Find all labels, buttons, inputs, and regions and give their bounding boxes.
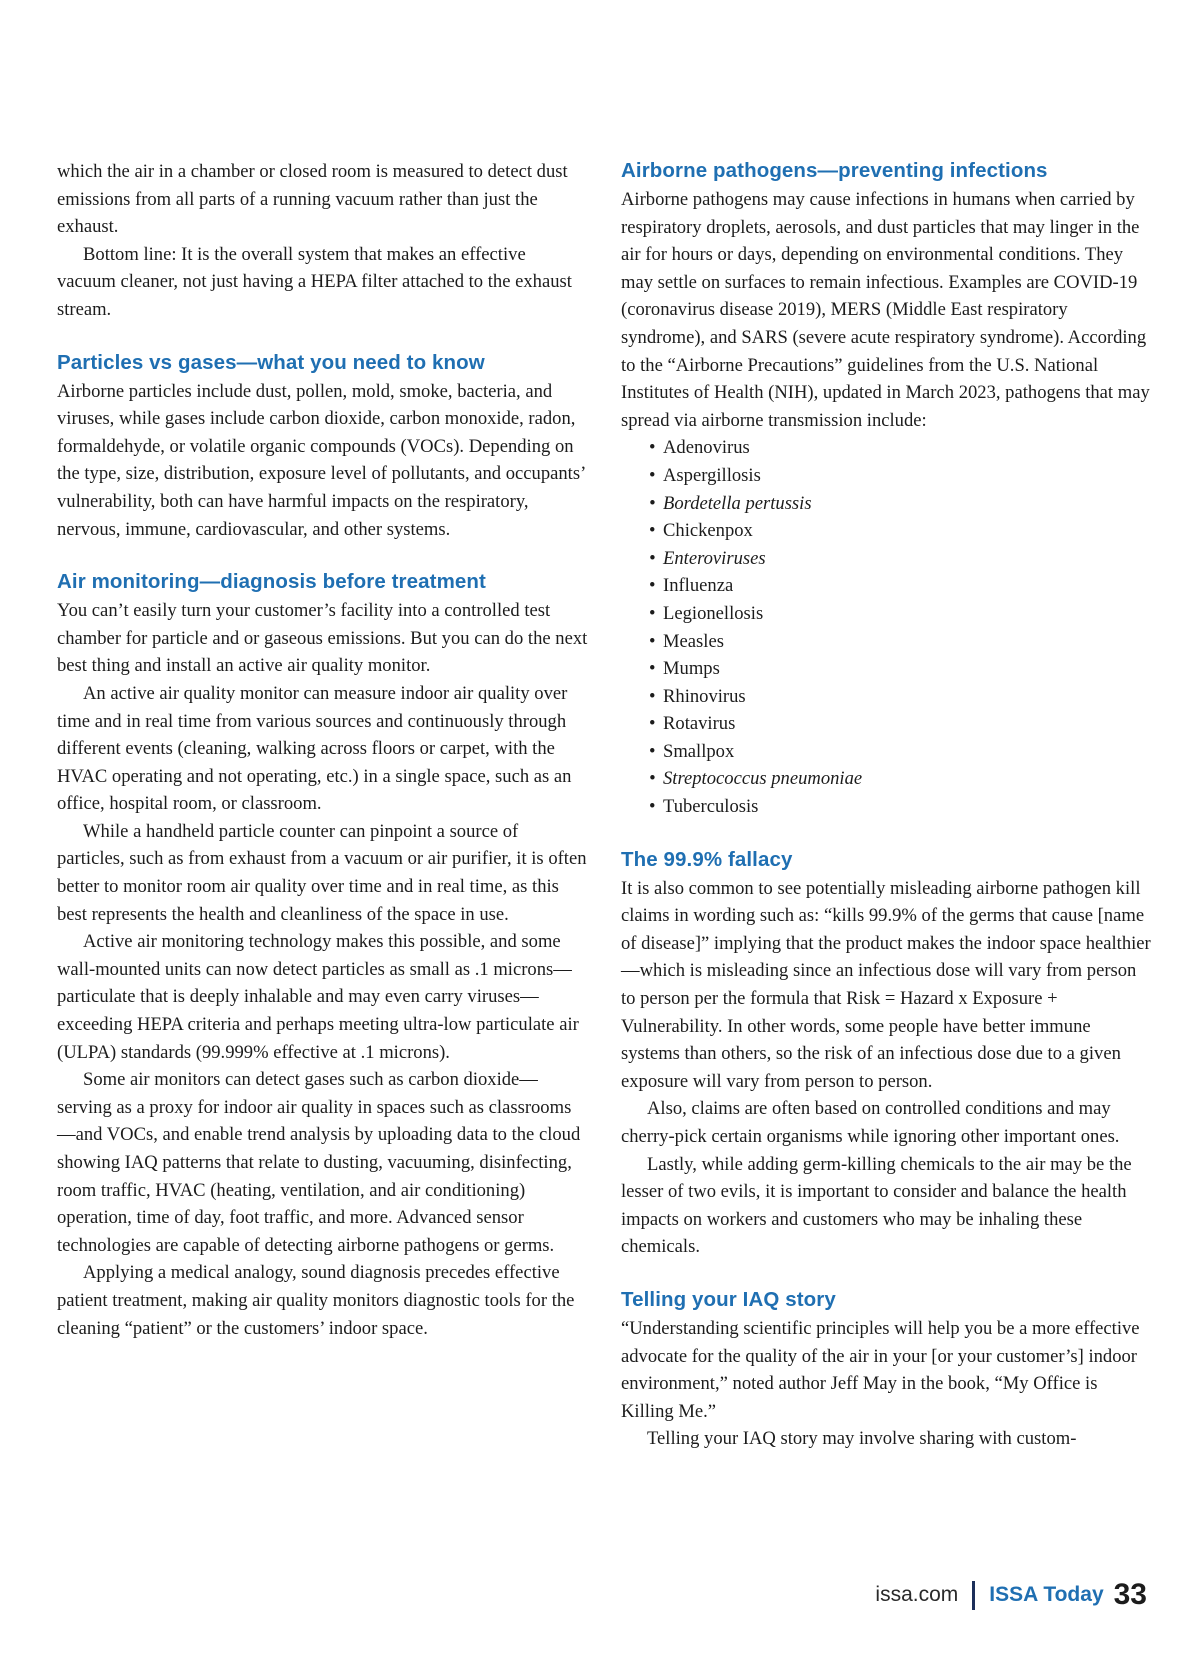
intro-paragraph: which the air in a chamber or closed room is measured to detect dust emissions from all parts of a running vacuum rather than just the exhaust. bbox=[57, 161, 568, 238]
monitoring-paragraph-2: An active air quality monitor can measure indoor air quality over time and in real time from various sources and continuously through different events (cleaning, walking across floors or carpet, with the HVAC operating and not operating, etc.) in a single space, such as an office, hospital room, or classroom. bbox=[57, 682, 572, 815]
monitoring-paragraph-5: Some air monitors can detect gases such as carbon dioxide—serving as a proxy for indoor air quality in spaces such as classrooms—and VOCs, and enable trend analysis by uploading data to the cloud showing IAQ patterns that relate to dusting, vacuuming, disinfecting, room traffic, HVAC (heating, ventilation, and air conditioning) operation, time of day, foot traffic, and more. Advanced sensor technologies are capable of detecting airborne pathogens or germs. bbox=[57, 1069, 581, 1256]
list-item: • Influenza bbox=[649, 572, 1151, 600]
pathogens-paragraph: Airborne pathogens may cause infections in humans when carried by respiratory droplets, aerosols, and dust particles that may linger in the air for hours or days, depending on environmental conditions. They may settle on surfaces to remain infectious. Examples are COVID-19 (coronavirus disease 2019), MERS (Middle East respiratory syndrome), and SARS (severe acute respiratory syndrome). According to the “Airborne Precautions” guidelines from the U.S. National Institutes of Health (NIH), updated in March 2023, pathogens that may spread via airborne transmission include: bbox=[621, 189, 1150, 431]
footer-magazine-name: ISSA Today bbox=[989, 1583, 1104, 1606]
story-paragraph-2: Telling your IAQ story may involve sharing with custom- bbox=[647, 1428, 1077, 1450]
list-item: • Aspergillosis bbox=[649, 462, 1151, 490]
bottom-line-paragraph: Bottom line: It is the overall system that makes an effective vacuum cleaner, not just having a HEPA filter attached to the exhaust stream. bbox=[57, 243, 572, 320]
fallacy-paragraph-1: It is also common to see potentially misleading airborne pathogen kill claims in wording such as: “kills 99.9% of the germs that cause [name of disease]” implying that the product makes the indoor space healthier—which is misleading since an infectious dose will vary from person to person per the formula that Risk = Hazard x Exposure + Vulnerability. In other words, some people have better immune systems than others, so the risk of an infectious dose due to a given exposure will vary from person to person. bbox=[621, 877, 1151, 1092]
story-paragraph-1: “Understanding scientific principles will help you be a more effective advocate for the quality of the air in your [or your customer’s] indoor environment,” noted author Jeff May in the book, “My Office is Killing Me.” bbox=[621, 1317, 1140, 1422]
fallacy-paragraph-3: Lastly, while adding germ-killing chemicals to the air may be the lesser of two evils, it is important to consider and balance the health impacts on workers and customers who may be inhaling these chemicals. bbox=[621, 1153, 1132, 1258]
list-item: • Streptococcus pneumoniae bbox=[649, 765, 1151, 793]
list-item: • Enteroviruses bbox=[649, 545, 1151, 573]
particles-paragraph: Airborne particles include dust, pollen, mold, smoke, bacteria, and viruses, while gases include carbon dioxide, carbon monoxide, radon, formaldehyde, or volatile organic compounds (VOCs). Depending on the type, size, distribution, exposure level of pollutants, and occupants’ vulnerability, both can have harmful impacts on the respiratory, nervous, immune, cardiovascular, and other systems. bbox=[57, 380, 585, 540]
story-heading: Telling your IAQ story bbox=[621, 1287, 836, 1311]
footer-site: issa.com bbox=[875, 1583, 959, 1606]
pathogens-heading: Airborne pathogens—preventing infections bbox=[621, 159, 1048, 182]
particles-heading: Particles vs gases—what you need to know bbox=[57, 350, 485, 374]
list-item: • Tuberculosis bbox=[649, 793, 1151, 821]
list-item: • Measles bbox=[649, 628, 1151, 656]
left-column bbox=[57, 158, 589, 1342]
footer-divider bbox=[972, 1581, 975, 1610]
list-item: • Mumps bbox=[649, 655, 1151, 683]
list-item: • Rhinovirus bbox=[649, 683, 1151, 711]
monitoring-paragraph-3: While a handheld particle counter can pinpoint a source of particles, such as from exhaust from a vacuum or air purifier, it is often better to monitor room air quality over time and in real time, as this best represents the health and cleanliness of the space in use. bbox=[57, 820, 587, 925]
list-item: • Adenovirus bbox=[649, 434, 1151, 462]
right-column bbox=[621, 158, 1151, 1453]
list-item: • Bordetella pertussis bbox=[649, 490, 1151, 518]
page-number: 33 bbox=[1113, 1578, 1147, 1611]
fallacy-paragraph-2: Also, claims are often based on controlled conditions and may cherry-pick certain organisms while ignoring other important ones. bbox=[621, 1098, 1120, 1147]
monitoring-paragraph-4: Active air monitoring technology makes this possible, and some wall-mounted units can now detect particles as small as .1 microns— particulate that is deeply inhalable and may even carry viruses—exceeding HEPA criteria and perhaps meeting ultra-low particulate air (ULPA) standards (99.999% effective at .1 microns). bbox=[57, 931, 579, 1063]
pathogen-list bbox=[621, 434, 1151, 820]
fallacy-heading: The 99.9% fallacy bbox=[621, 847, 793, 871]
list-item: • Chickenpox bbox=[649, 517, 1151, 545]
list-item: • Legionellosis bbox=[649, 600, 1151, 628]
monitoring-heading: Air monitoring—diagnosis before treatment bbox=[57, 570, 486, 594]
monitoring-paragraph-1: You can’t easily turn your customer’s facility into a controlled test chamber for particle and or gaseous emissions. But you can do the next best thing and install an active air quality monitor. bbox=[57, 600, 588, 677]
list-item: • Smallpox bbox=[649, 738, 1151, 766]
list-item: • Rotavirus bbox=[649, 710, 1151, 738]
monitoring-paragraph-6: Applying a medical analogy, sound diagnosis precedes effective patient treatment, making air quality monitors diagnostic tools for the cleaning “patient” or the customers’ indoor space. bbox=[57, 1262, 575, 1339]
page-footer bbox=[875, 1578, 1147, 1612]
